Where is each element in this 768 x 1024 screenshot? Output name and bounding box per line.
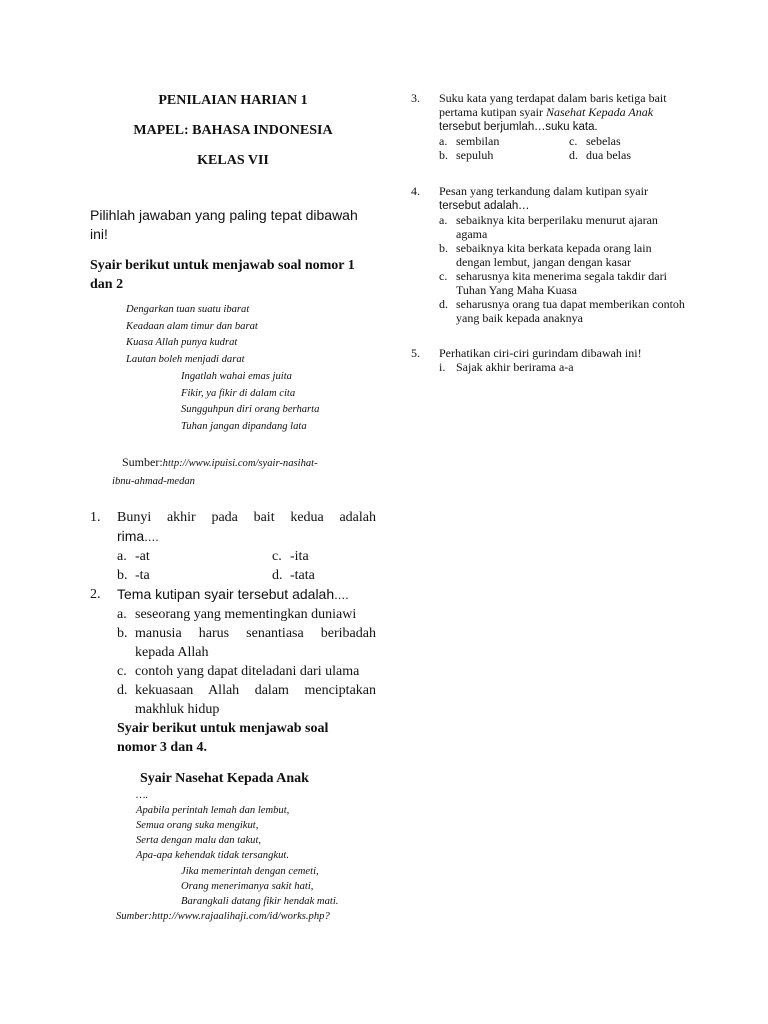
- poem-line: Lautan boleh menjadi darat: [126, 354, 245, 366]
- option-key: b.: [117, 625, 128, 641]
- poem-line: Kuasa Allah punya kudrat: [126, 337, 238, 349]
- poem-line: Apa-apa kehendak tidak tersangkut.: [136, 850, 289, 862]
- option-key: d.: [439, 297, 448, 311]
- poem-1-source: [90, 454, 376, 490]
- option-key: d.: [117, 682, 128, 698]
- poem-1: [90, 302, 376, 436]
- poem-2: [90, 788, 376, 925]
- poem-line: Barangkali datang fikir hendak mati.: [181, 896, 339, 908]
- option-d[interactable]: seharusnya orang tua dapat memberikan contoh yang baik kepada anaknya: [456, 297, 685, 325]
- option-b[interactable]: -ta: [135, 567, 150, 583]
- option-b[interactable]: sepuluh: [456, 148, 494, 162]
- question-dots: ….: [144, 530, 159, 544]
- question-number: 5.: [411, 346, 420, 360]
- source-url-cont: ibnu-ahmad-medan: [112, 475, 195, 487]
- option-key: a.: [439, 213, 448, 227]
- poem-2-source: Sumber:http://www.rajaalihaji.com/id/works.php?: [116, 911, 330, 923]
- source-url: http://www.ipuisi.com/syair-nasihat-: [162, 457, 318, 469]
- poem-line: Serta dengan malu dan takut,: [136, 835, 262, 847]
- question-text-cont: tersebut berjumlah: [439, 121, 535, 133]
- question-text-cont: rima: [117, 527, 145, 544]
- option-a[interactable]: sebaiknya kita berperilaku menurut ajaran agama: [456, 213, 658, 241]
- option-d[interactable]: -tata: [290, 567, 315, 583]
- option-key: c.: [439, 269, 448, 283]
- option-c[interactable]: sebelas: [586, 134, 621, 148]
- instruction-text: Pilihlah jawaban yang paling tepat dibawah ini!: [90, 207, 358, 242]
- question-text: Suku kata yang terdapat dalam baris ketiga bait: [439, 91, 667, 105]
- question-5: [411, 346, 711, 374]
- poem-line: ….: [136, 789, 149, 801]
- question-text: Bunyi akhir pada bait kedua adalah: [117, 509, 376, 525]
- poem-line: Semua orang suka mengikut,: [136, 820, 259, 832]
- option-key: c.: [117, 663, 127, 679]
- option-key: c.: [569, 134, 578, 148]
- poem-line: Jika memerintah dengan cemeti,: [181, 865, 319, 877]
- option-c[interactable]: contoh yang dapat diteladani dari ulama: [135, 663, 360, 679]
- poem-line: Orang menerimanya sakit hati,: [181, 880, 314, 892]
- source-label: Sumber:: [122, 454, 163, 469]
- section2-intro-line2: nomor 3 dan 4.: [117, 739, 207, 755]
- gurindam-feature-item: Sajak akhir berirama a-a: [456, 360, 574, 374]
- question-text: Perhatikan ciri-ciri gurindam dibawah ini!: [439, 346, 642, 360]
- question-dots: …: [534, 120, 546, 133]
- option-a[interactable]: seseorang yang mementingkan duniawi: [135, 606, 357, 622]
- poem-title-ref: Nasehat Kepada Anak: [545, 105, 654, 119]
- question-3: [411, 91, 711, 162]
- option-b[interactable]: sebaiknya kita berkata kepada orang lain dengan lembut, jangan dengan kasar: [456, 241, 652, 269]
- option-a[interactable]: -at: [135, 548, 150, 564]
- item-key: i.: [439, 360, 446, 374]
- option-key: a.: [117, 606, 127, 622]
- right-column: [411, 91, 711, 374]
- option-c[interactable]: seharusnya kita menerima segala takdir dari Tuhan Yang Maha Kuasa: [456, 269, 667, 297]
- question-number: 3.: [411, 91, 420, 105]
- option-key: c.: [272, 548, 282, 564]
- section2-intro: [90, 719, 376, 757]
- question-text-cont: suku kata: [545, 121, 595, 133]
- question-text: Pesan yang terkandung dalam kutipan syair: [439, 184, 648, 198]
- question-text-cont: pertama kutipan syair: [439, 105, 546, 119]
- question-dots: ….: [334, 588, 349, 602]
- option-key: d.: [569, 148, 578, 162]
- question-2: [90, 585, 376, 719]
- option-key: b.: [117, 567, 128, 583]
- poem-line: Ingatlah wahai emas juita: [181, 370, 292, 382]
- question-1: [90, 508, 376, 585]
- option-d[interactable]: dua belas: [586, 148, 631, 162]
- poem-2-title: Syair Nasehat Kepada Anak: [140, 770, 309, 786]
- question-number: 2.: [90, 586, 101, 602]
- section2-intro-line1: Syair berikut untuk menjawab soal: [117, 720, 329, 736]
- exam-title: PENILAIAN HARIAN 1: [158, 93, 308, 108]
- question-dots: …: [518, 199, 530, 212]
- question-number: 1.: [90, 509, 101, 525]
- poem-line: Keadaan alam timur dan barat: [126, 320, 258, 332]
- option-key: b.: [439, 241, 448, 255]
- poem-line: Apabila perintah lemah dan lembut,: [136, 804, 290, 816]
- question-4: [411, 184, 711, 325]
- option-a[interactable]: sembilan: [456, 134, 500, 148]
- option-b[interactable]: manusia harus senantiasa beribadah kepada Allah: [135, 625, 376, 660]
- option-key: a.: [117, 548, 127, 564]
- question-text-cont: tersebut adalah: [439, 200, 519, 212]
- option-key: d.: [272, 567, 283, 583]
- question-period: .: [594, 119, 598, 133]
- poem-line: Fikir, ya fikir di dalam cita: [181, 387, 296, 399]
- option-c[interactable]: -ita: [290, 548, 309, 564]
- exam-class: KELAS VII: [197, 153, 269, 168]
- option-d[interactable]: kekuasaan Allah dalam menciptakan makhluk hidup: [135, 682, 376, 717]
- left-column: [90, 90, 376, 924]
- exam-subject: MAPEL: BAHASA INDONESIA: [133, 123, 333, 138]
- poem-line: Dengarkan tuan suatu ibarat: [126, 304, 250, 315]
- option-key: a.: [439, 134, 448, 148]
- poem-line: Tuhan jangan dipandang lata: [181, 420, 307, 432]
- question-number: 4.: [411, 184, 420, 198]
- question-text: Tema kutipan syair tersebut adalah: [117, 585, 335, 602]
- option-key: b.: [439, 148, 448, 162]
- poem-line: Sungguhpun diri orang berharta: [181, 404, 320, 416]
- section1-intro: Syair berikut untuk menjawab soal nomor 1 dan 2: [90, 258, 355, 292]
